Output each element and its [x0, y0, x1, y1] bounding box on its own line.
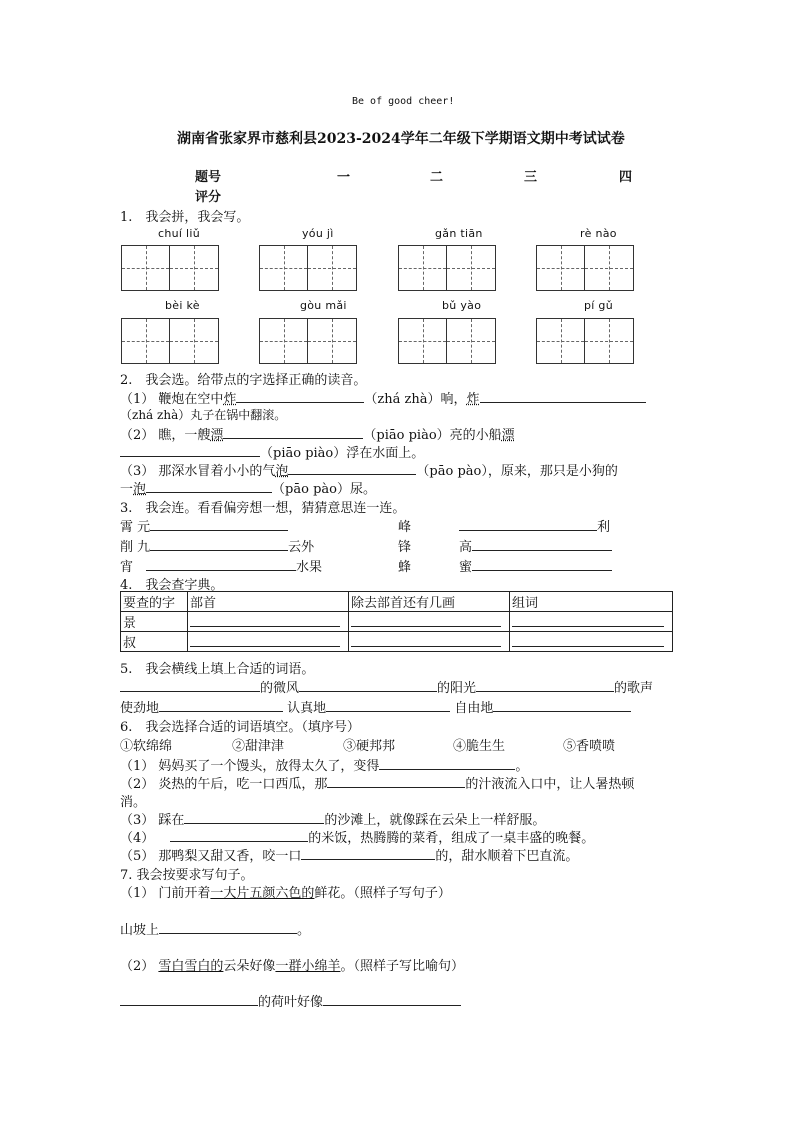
answer-blank[interactable]: [299, 679, 437, 692]
writing-grid-2[interactable]: [259, 245, 357, 291]
q2-sentence-2: （2） 瞧，一艘漂 （piāo piào）亮的小船漂: [120, 428, 515, 443]
q4-heading: 4. 我会查字典。: [120, 578, 224, 593]
q1-heading: 1. 我会拼，我会写。: [120, 210, 250, 225]
pinyin-7: bǔ yào: [442, 299, 482, 312]
q3-left-row-2[interactable]: 削 九 云外: [120, 540, 315, 555]
answer-blank[interactable]: [493, 699, 631, 712]
q3-left-row-3[interactable]: 宵 水果: [120, 560, 323, 575]
q2-sentence-3-cont: 一泡 （pāo pào）尿。: [120, 482, 376, 497]
answer-cell[interactable]: [188, 612, 349, 632]
answer-blank[interactable]: [120, 993, 258, 1006]
q6-option-5: ⑤香喷喷: [563, 739, 616, 754]
q2-heading: 2. 我会选。给带点的字选择正确的读音。: [120, 373, 367, 388]
q3-left-row-1[interactable]: 霄 元: [120, 516, 288, 535]
q2-sentence-1-cont: （zhá zhà）丸子在锅中翻滚。: [120, 408, 287, 422]
writing-grid-3[interactable]: [398, 245, 496, 291]
score-label-score: 评分: [195, 190, 222, 205]
pinyin-5: bèi kè: [165, 299, 200, 312]
q7-answer-2: 的荷叶好像: [120, 991, 461, 1010]
answer-blank[interactable]: [170, 829, 308, 842]
writing-grid-1[interactable]: [121, 245, 219, 291]
score-col-3: 三: [524, 170, 538, 185]
col-header: 要查的字: [121, 592, 188, 612]
writing-grid-5[interactable]: [121, 318, 219, 364]
answer-blank[interactable]: [476, 679, 614, 692]
q7-sentence-2: （2） 雪白雪白的云朵好像一群小绵羊。（照样子写比喻句）: [120, 959, 464, 974]
writing-grid-4[interactable]: [536, 245, 634, 291]
col-header: 组词: [510, 592, 673, 612]
q2-sentence-3: （3） 那深水冒着小小的气泡 （pāo pào），原来，那只是小狗的: [120, 464, 618, 479]
answer-blank[interactable]: [146, 480, 272, 493]
pinyin-1: chuí liǔ: [158, 227, 201, 240]
pinyin-2: yóu jì: [302, 227, 334, 240]
q6-sentence-2-cont: 消。: [120, 795, 147, 810]
answer-blank[interactable]: [323, 993, 461, 1006]
writing-grid-8[interactable]: [536, 318, 634, 364]
q2-sentence-1: （1） 鞭炮在空中炸 （zhá zhà）响，炸: [120, 388, 646, 407]
writing-grid-7[interactable]: [398, 318, 496, 364]
pinyin-4: rè nào: [580, 227, 617, 240]
q5-heading: 5. 我会横线上填上合适的词语。: [120, 662, 315, 677]
answer-blank[interactable]: [326, 699, 450, 712]
q3-right-row-1[interactable]: 峰 利: [398, 520, 611, 535]
q2-sentence-2-cont: （piāo piào）浮在水面上。: [120, 442, 424, 461]
q6-sentence-2: （2） 炎热的午后，吃一口西瓜，那 的汁液流入口中，让人暑热顿: [120, 777, 635, 792]
q3-right-row-3[interactable]: 蜂 蜜: [398, 556, 612, 575]
q7-answer-1: 山坡上 。: [120, 923, 311, 938]
q6-sentence-4: （4） 的米饭，热腾腾的菜肴，组成了一桌丰盛的晚餐。: [120, 831, 595, 846]
writing-grid-6[interactable]: [259, 318, 357, 364]
header-note: Be of good cheer!: [352, 96, 455, 107]
col-header: 除去部首还有几画: [349, 592, 510, 612]
score-label-number: 题号: [195, 170, 222, 185]
q6-option-4: ④脆生生: [453, 739, 506, 754]
answer-blank[interactable]: [159, 921, 297, 934]
pinyin-8: pí gǔ: [584, 299, 613, 312]
score-col-4: 四: [619, 170, 633, 185]
answer-blank[interactable]: [327, 775, 465, 788]
q7-sentence-1: （1） 门前开着一大片五颜六色的鲜花。（照样子写句子）: [120, 886, 451, 901]
lookup-char: 叔: [121, 632, 188, 652]
col-header: 部首: [188, 592, 349, 612]
q3-right-row-2[interactable]: 锋 高: [398, 536, 612, 555]
answer-cell[interactable]: [510, 612, 673, 632]
q6-option-1: ①软绵绵: [120, 739, 173, 754]
score-col-1: 一: [337, 170, 351, 185]
q5-line-1: 的微风 的阳光 的歌声: [120, 677, 653, 696]
answer-cell[interactable]: [188, 632, 349, 652]
answer-blank[interactable]: [301, 847, 435, 860]
answer-blank[interactable]: [159, 699, 283, 712]
q6-sentence-1: （1） 妈妈买了一个馒头，放得太久了，变得 。: [120, 759, 529, 774]
answer-blank[interactable]: [288, 462, 416, 475]
answer-blank[interactable]: [223, 426, 363, 439]
page-title: 湖南省张家界市慈利县2023-2024学年二年级下学期语文期中考试试卷: [177, 131, 625, 147]
answer-cell[interactable]: [349, 632, 510, 652]
answer-cell[interactable]: [349, 612, 510, 632]
q6-option-2: ②甜津津: [232, 739, 285, 754]
answer-blank[interactable]: [120, 444, 260, 457]
answer-cell[interactable]: [510, 632, 673, 652]
dictionary-table: [120, 591, 673, 652]
lookup-char: 景: [121, 612, 188, 632]
answer-blank[interactable]: [480, 390, 646, 403]
q6-sentence-5: （5） 那鸭梨又甜又香，咬一口 的，甜水顺着下巴直流。: [120, 849, 579, 864]
q5-line-2: 使劲地 认真地 自由地: [120, 697, 631, 716]
q7-heading: 7. 我会按要求写句子。: [120, 868, 254, 883]
pinyin-3: gǎn tiān: [435, 227, 483, 240]
answer-blank[interactable]: [120, 679, 260, 692]
q6-sentence-3: （3） 踩在 的沙滩上，就像踩在云朵上一样舒服。: [120, 813, 546, 828]
answer-blank[interactable]: [236, 390, 364, 403]
q6-heading: 6. 我会选择合适的词语填空。（填序号）: [120, 720, 360, 735]
pinyin-6: gòu mǎi: [300, 299, 347, 312]
score-col-2: 二: [430, 170, 444, 185]
q3-heading: 3. 我会连。看看偏旁想一想，猜猜意思连一连。: [120, 501, 406, 516]
q6-option-3: ③硬邦邦: [343, 739, 396, 754]
answer-blank[interactable]: [184, 811, 324, 824]
answer-blank[interactable]: [379, 757, 515, 770]
